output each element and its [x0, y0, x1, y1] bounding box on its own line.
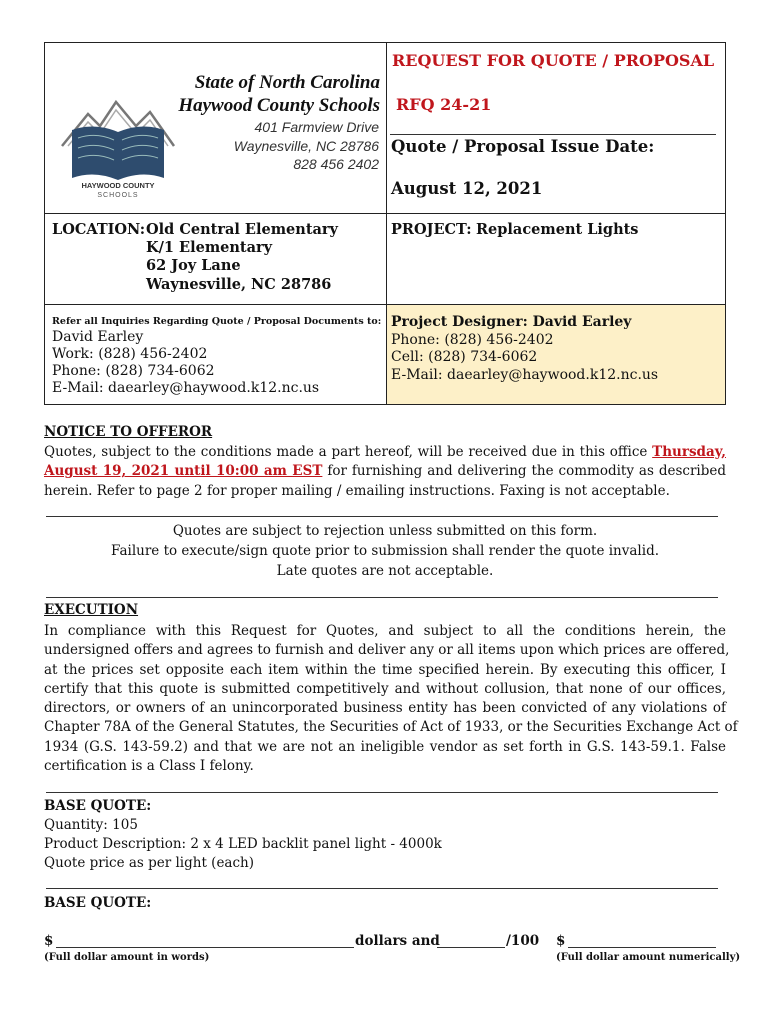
rfq-rule	[390, 134, 716, 135]
execution-line-3: at the prices set opposite each item within the time specified herein. By executing this officer, I	[44, 661, 726, 678]
notice-text-1: Quotes, subject to the conditions made a part hereof, will be received due in this office	[44, 444, 653, 460]
warning-1: Quotes are subject to rejection unless submitted on this form.	[172, 523, 598, 539]
state-name: State of North Carolina	[194, 72, 380, 93]
rule-1	[46, 516, 718, 517]
execution-paragraph	[44, 622, 738, 776]
execution-line-7: 1934 (G.S. 143-59.2) and that we are not an ineligible vendor as set forth in G.S. 143-59.1. False	[44, 738, 726, 755]
base-quote-price-note: Quote price as per light (each)	[44, 855, 255, 871]
cents-field[interactable]	[437, 947, 505, 948]
district-name: Haywood County Schools	[178, 95, 380, 116]
execution-line-6: Chapter 78A of the General Statutes, the Securities of Act of 1933, or the Securities Exchange Act of	[44, 719, 738, 736]
execution-line-1: In compliance with this Request for Quotes, and subject to all the conditions herein, the	[44, 623, 726, 639]
notice-deadline-1: Thursday,	[652, 444, 726, 460]
per-100-label: /100	[506, 933, 540, 949]
project-value: Replacement Lights	[476, 221, 639, 238]
execution-line-5: directors, or owners of an unincorporated business entity has been convicted of any violations of	[44, 700, 726, 717]
notice-deadline-2: August 19, 2021 until 10:00 am EST	[44, 463, 323, 480]
district-address1: 401 Farmview Drive	[254, 119, 379, 135]
project-label: PROJECT:	[391, 221, 472, 238]
inquiries-name: David Earley	[52, 329, 144, 345]
warning-2: Failure to execute/sign quote prior to submission shall render the quote invalid.	[111, 543, 659, 559]
numeric-caption: (Full dollar amount numerically)	[556, 952, 741, 963]
inquiries-phone: Phone: (828) 734-6062	[52, 363, 215, 379]
district-phone: 828 456 2402	[293, 156, 379, 172]
district-address2: Waynesville, NC 28786	[233, 138, 379, 154]
execution-line-8: certification is a Class I felony.	[44, 758, 254, 775]
designer-cell: Cell: (828) 734-6062	[391, 349, 538, 365]
designer-title: Project Designer: David Earley	[391, 314, 632, 330]
amount-numeric-field[interactable]	[568, 947, 716, 948]
base-quote-quantity: Quantity: 105	[44, 817, 138, 833]
warning-3: Late quotes are not acceptable.	[276, 563, 494, 579]
inquiries-work: Work: (828) 456-2402	[52, 346, 208, 362]
base-quote2-heading: BASE QUOTE:	[44, 895, 152, 911]
execution-line-2: undersigned offers and agrees to furnish and deliver any or all items upon which prices are offered,	[44, 642, 730, 659]
notice-text-3: herein. Refer to page 2 for proper mailing / emailing instructions. Faxing is not acceptable.	[44, 482, 670, 499]
location-line-3: 62 Joy Lane	[146, 257, 241, 274]
base-quote-heading: BASE QUOTE:	[44, 798, 152, 814]
issue-date-label: Quote / Proposal Issue Date:	[391, 137, 655, 156]
execution-line-4: certify that this quote is submitted competitively and without collusion, that none of our offices,	[44, 680, 726, 697]
logo-text-2: SCHOOLS	[97, 192, 139, 199]
notice-text-2: for furnishing and delivering the commodity as described	[322, 463, 727, 480]
amount-words-field[interactable]	[56, 947, 354, 948]
logo-text-1: HAYWOOD COUNTY	[81, 181, 155, 190]
table-divider-row1	[44, 213, 726, 214]
rule-4	[46, 888, 718, 889]
rfq-number: RFQ 24-21	[396, 95, 492, 114]
dollars-and-label: dollars and	[355, 933, 440, 949]
execution-heading: EXECUTION	[44, 602, 139, 618]
dollar-sign-2: $	[556, 933, 566, 949]
dollar-sign: $	[44, 933, 54, 949]
designer-email: E-Mail: daearley@haywood.k12.nc.us	[391, 367, 659, 383]
rule-2	[46, 597, 718, 598]
notice-heading: NOTICE TO OFFEROR	[44, 424, 213, 440]
rfq-title: REQUEST FOR QUOTE / PROPOSAL	[392, 51, 715, 70]
location-line-1: Old Central Elementary	[146, 221, 338, 238]
issue-date: August 12, 2021	[391, 179, 543, 198]
location-line-4: Waynesville, NC 28786	[146, 276, 332, 293]
words-caption: (Full dollar amount in words)	[44, 952, 210, 963]
location-line-2: K/1 Elementary	[146, 239, 273, 256]
inquiries-email: E-Mail: daearley@haywood.k12.nc.us	[52, 380, 320, 396]
notice-paragraph	[44, 443, 726, 501]
inquiries-label: Refer all Inquiries Regarding Quote / Proposal Documents to:	[52, 316, 382, 327]
base-quote-description: Product Description: 2 x 4 LED backlit panel light - 4000k	[44, 836, 442, 852]
rule-3	[46, 792, 718, 793]
location-label: LOCATION:	[52, 221, 146, 238]
designer-phone: Phone: (828) 456-2402	[391, 332, 554, 348]
